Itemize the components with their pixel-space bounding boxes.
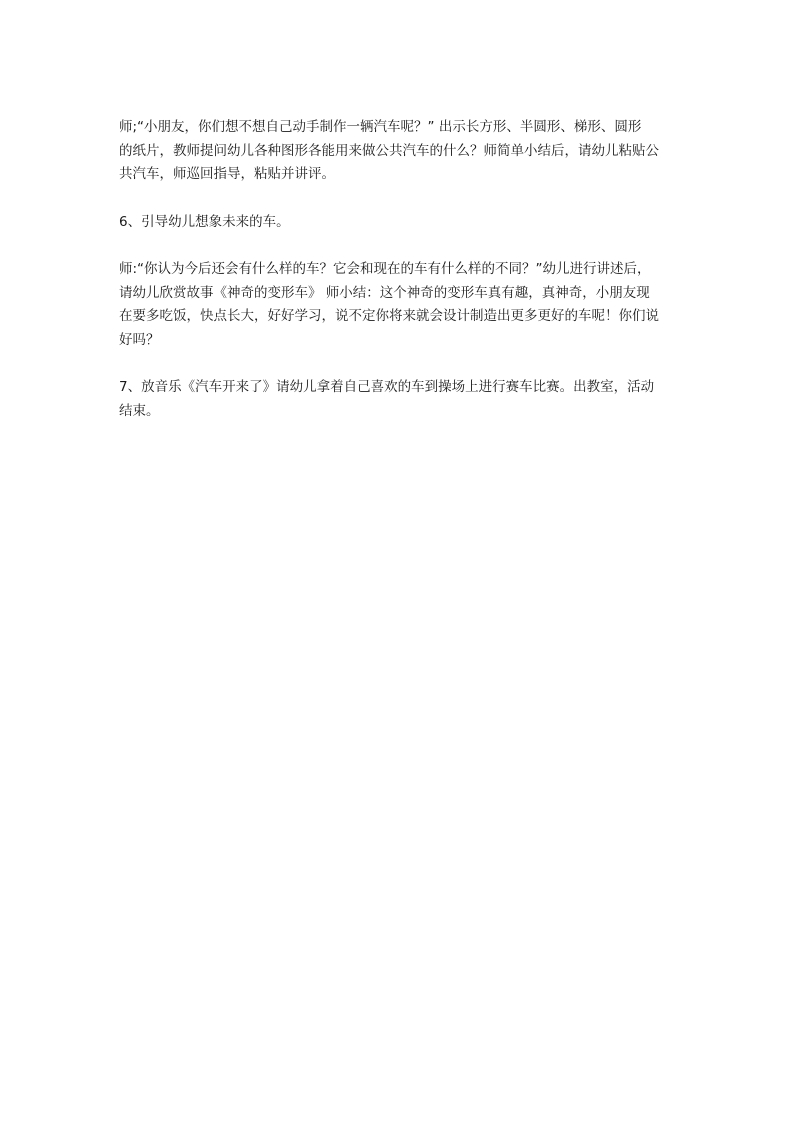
text-line: 在要多吃饭，快点长大，好好学习，说不定你将来就会设计制造出更多更好的车呢！你们说	[119, 308, 659, 324]
paragraph-step-7-music-race	[119, 376, 679, 423]
text-line: 好吗？	[119, 331, 160, 348]
text-line: 6、引导幼儿想象未来的车。	[119, 213, 290, 230]
text-line: 共汽车，师巡回指导，粘贴并讲评。	[119, 166, 335, 182]
paragraph-future-car-discussion	[119, 258, 679, 352]
paragraph-spacer	[119, 234, 679, 258]
document-body	[119, 116, 679, 423]
text-line: 请幼儿欣赏故事《神奇的变形车》 师小结：这个神奇的变形车真有趣，真神奇，小朋友现	[119, 284, 650, 301]
text-line: 师;“小朋友，你们想不想自己动手制作一辆汽车呢？” 出示长方形、半圆形、梯形、圆形	[119, 119, 642, 135]
text-line: 师:“你认为今后还会有什么样的车？它会和现在的车有什么样的不同？”幼儿进行讲述后，	[119, 261, 651, 277]
paragraph-spacer	[119, 187, 679, 211]
paragraph-spacer	[119, 352, 679, 376]
text-line: 结束。	[119, 402, 160, 419]
text-line: 7、放音乐《汽车开来了》请幼儿拿着自己喜欢的车到操场上进行赛车比赛。出教室，活动	[119, 379, 655, 395]
text-line: 的纸片，教师提问幼儿各种图形各能用来做公共汽车的什么？师简单小结后，请幼儿粘贴公	[119, 142, 659, 159]
paragraph-step-6-heading	[119, 211, 679, 235]
paragraph-car-making-activity	[119, 116, 679, 187]
